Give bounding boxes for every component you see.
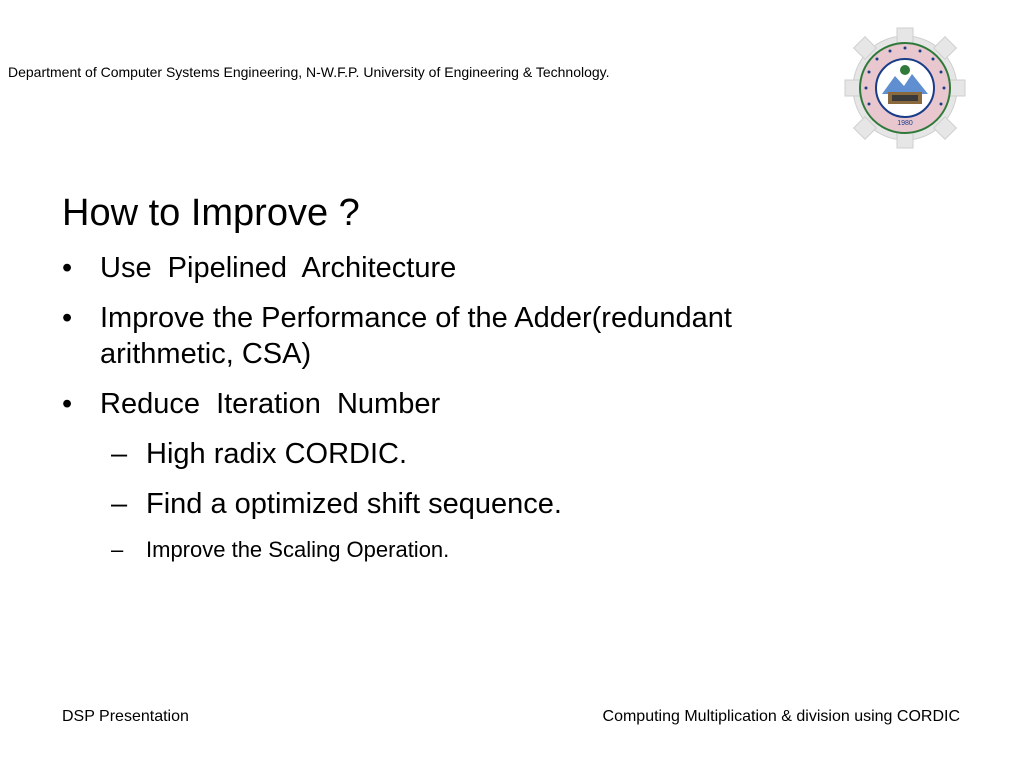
bullet-item: [62, 250, 962, 286]
sub-bullet-marker: –: [111, 438, 128, 470]
university-seal-icon: [840, 26, 970, 151]
sub-bullet-item: [62, 536, 962, 564]
bullet-marker: •: [62, 388, 73, 420]
department-header: Department of Computer Systems Engineering, N-W.F.P. University of Engineering & Technology.: [8, 64, 610, 80]
footer-left: DSP Presentation: [62, 708, 189, 725]
university-logo: [840, 26, 970, 151]
sub-bullet-text: Improve the Scaling Operation.: [146, 537, 450, 562]
footer-right: Computing Multiplication & division using CORDIC: [602, 708, 960, 725]
sub-bullet-item: [62, 486, 962, 522]
bullet-item: [62, 300, 962, 372]
svg-text:1980: 1980: [897, 120, 913, 127]
slide-title: How to Improve ?: [62, 192, 360, 234]
bullet-text: Improve the Performance of the Adder(redundant arithmetic, CSA): [100, 302, 732, 370]
sub-bullet-item: [62, 436, 962, 472]
bullet-text: Reduce Iteration Number: [100, 388, 441, 420]
sub-bullet-text: High radix CORDIC.: [146, 438, 408, 470]
bullet-marker: •: [62, 302, 73, 334]
bullet-item: [62, 386, 962, 422]
bullet-marker: •: [62, 252, 73, 284]
sub-bullet-marker: –: [111, 537, 124, 562]
bullet-text: Use Pipelined Architecture: [100, 252, 457, 284]
sub-bullet-marker: –: [111, 488, 128, 520]
slide-content: [62, 250, 962, 578]
sub-bullet-text: Find a optimized shift sequence.: [146, 488, 562, 520]
